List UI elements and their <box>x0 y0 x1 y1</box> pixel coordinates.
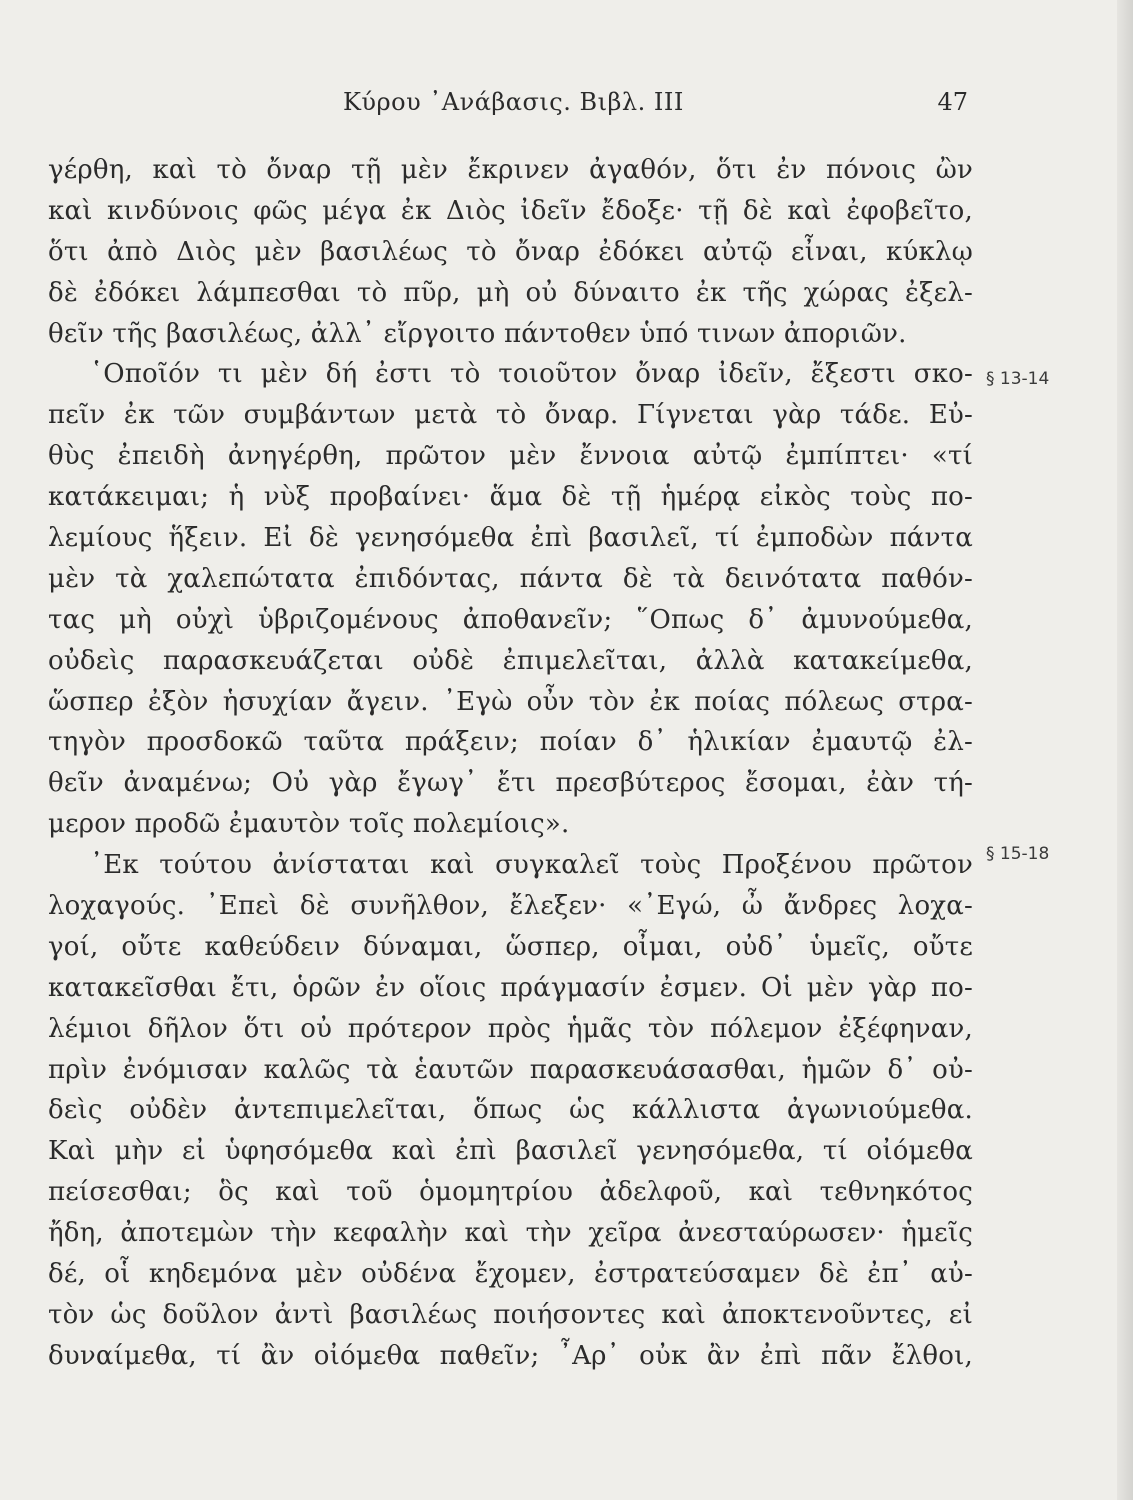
text-line: Καὶ μὴν εἰ ὑφησόμεθα καὶ ἐπὶ βασιλεῖ γενησόμεθα, τί οἰόμεθα <box>48 1136 973 1167</box>
text-line: μὲν τὰ χαλεπώτατα ἐπιδόντας, πάντα δὲ τὰ δεινότατα παθόν- <box>48 563 973 594</box>
text-line: ἤδη, ἀποτεμὼν τὴν κεφαλὴν καὶ τὴν χεῖρα ἀνεσταύρωσεν· ἡμεῖς <box>48 1218 973 1249</box>
text-line: γέρθη, καὶ τὸ ὄναρ τῇ μὲν ἔκρινεν ἀγαθόν, ὅτι ἐν πόνοις ὢν <box>48 155 973 185</box>
text-line: θεῖν ἀναμένω; Οὐ γὰρ ἔγωγ᾿ ἔτι πρεσβύτερος ἔσομαι, ἐὰν τή- <box>48 768 973 799</box>
text-line: κατακεῖσθαι ἔτι, ὁρῶν ἐν οἵοις πράγμασίν ἐσμεν. Οἱ μὲν γὰρ πο- <box>48 972 973 1003</box>
text-line: μερον προδῶ ἐμαυτὸν τοῖς πολεμίοις». <box>48 809 570 840</box>
text-line: λέμιοι δῆλον ὅτι οὐ πρότερον πρὸς ἡμᾶς τὸν πόλεμον ἐξέφηναν, <box>48 1013 973 1044</box>
text-line: πείσεσθαι; ὃς καὶ τοῦ ὁμομητρίου ἀδελφοῦ, καὶ τεθνηκότος <box>48 1177 973 1208</box>
text-line: ᾿Εκ τούτου ἀνίσταται καὶ συγκαλεῖ τοὺς Προξένου πρῶτον <box>90 850 973 881</box>
text-line: ὥσπερ ἐξὸν ἡσυχίαν ἄγειν. ᾿Εγὼ οὖν τὸν ἐκ ποίας πόλεως στρα- <box>48 686 973 717</box>
body-text <box>48 150 973 1377</box>
text-line: δὲ ἐδόκει λάμπεσθαι τὸ πῦρ, μὴ οὐ δύναιτο ἐκ τῆς χώρας ἐξελ- <box>48 277 973 308</box>
text-line: καὶ κινδύνοις φῶς μέγα ἐκ Διὸς ἰδεῖν ἔδοξε· τῇ δὲ καὶ ἐφοβεῖτο, <box>48 195 973 226</box>
page-edge <box>1117 0 1133 1500</box>
page-number: 47 <box>937 88 968 116</box>
text-line: ῾Οποῖόν τι μὲν δή ἐστι τὸ τοιοῦτον ὄναρ ἰδεῖν, ἔξεστι σκο- <box>90 359 973 390</box>
text-line: δεὶς οὐδὲν ἀντεπιμελεῖται, ὅπως ὡς κάλλιστα ἀγωνιούμεθα. <box>48 1095 973 1126</box>
running-head: Κύρου ᾿Ανάβασις. Βιβλ. III <box>343 88 684 116</box>
text-line: λεμίους ἥξειν. Εἰ δὲ γενησόμεθα ἐπὶ βασιλεῖ, τί ἐμποδὼν πάντα <box>48 523 973 554</box>
text-line: τηγὸν προσδοκῶ ταῦτα πράξειν; ποίαν δ᾿ ἡλικίαν ἐμαυτῷ ἐλ- <box>48 727 973 758</box>
text-line: τὸν ὡς δοῦλον ἀντὶ βασιλέως ποιήσοντες καὶ ἀποκτενοῦντες, εἰ <box>48 1299 973 1330</box>
text-line: πρὶν ἐνόμισαν καλῶς τὰ ἑαυτῶν παρασκευάσασθαι, ἡμῶν δ᾿ οὐ- <box>48 1054 973 1085</box>
text-line: οὐδεὶς παρασκευάζεται οὐδὲ ἐπιμελεῖται, ἀλλὰ κατακείμεθα, <box>48 645 973 676</box>
text-line: γοί, οὔτε καθεύδειν δύναμαι, ὥσπερ, οἶμαι, οὐδ᾿ ὑμεῖς, οὔτε <box>48 931 973 962</box>
text-line: κατάκειμαι; ἡ νὺξ προβαίνει· ἅμα δὲ τῇ ἡμέρᾳ εἰκὸς τοὺς πο- <box>48 482 973 513</box>
margin-section-ref: § 13-14 <box>986 369 1050 389</box>
text-line: λοχαγούς. ᾿Επεὶ δὲ συνῆλθον, ἔλεξεν· «᾿Εγώ, ὦ ἄνδρες λοχα- <box>48 891 973 922</box>
page-header <box>48 88 968 128</box>
text-line: δέ, οἷ κηδεμόνα μὲν οὐδένα ἔχομεν, ἐστρατεύσαμεν δὲ ἐπ᾿ αὐ- <box>48 1259 973 1290</box>
text-line: θεῖν τῆς βασιλέως, ἀλλ᾿ εἴργοιτο πάντοθεν ὑπό τινων ἀποριῶν. <box>48 318 907 349</box>
text-line: τας μὴ οὐχὶ ὑβριζομένους ἀποθανεῖν; ῞Οπως δ᾿ ἀμυνούμεθα, <box>48 604 973 635</box>
text-line: πεῖν ἐκ τῶν συμβάντων μετὰ τὸ ὄναρ. Γίγνεται γὰρ τάδε. Εὐ- <box>48 400 973 431</box>
text-line: δυναίμεθα, τί ἂν οἰόμεθα παθεῖν; ῏Αρ᾿ οὐκ ἂν ἐπὶ πᾶν ἔλθοι, <box>48 1340 973 1371</box>
margin-section-ref: § 15-18 <box>986 844 1050 864</box>
text-line: θὺς ἐπειδὴ ἀνηγέρθη, πρῶτον μὲν ἔννοια αὐτῷ ἐμπίπτει· «τί <box>48 441 973 472</box>
text-line: ὅτι ἀπὸ Διὸς μὲν βασιλέως τὸ ὄναρ ἐδόκει αὐτῷ εἶναι, κύκλῳ <box>48 236 973 267</box>
